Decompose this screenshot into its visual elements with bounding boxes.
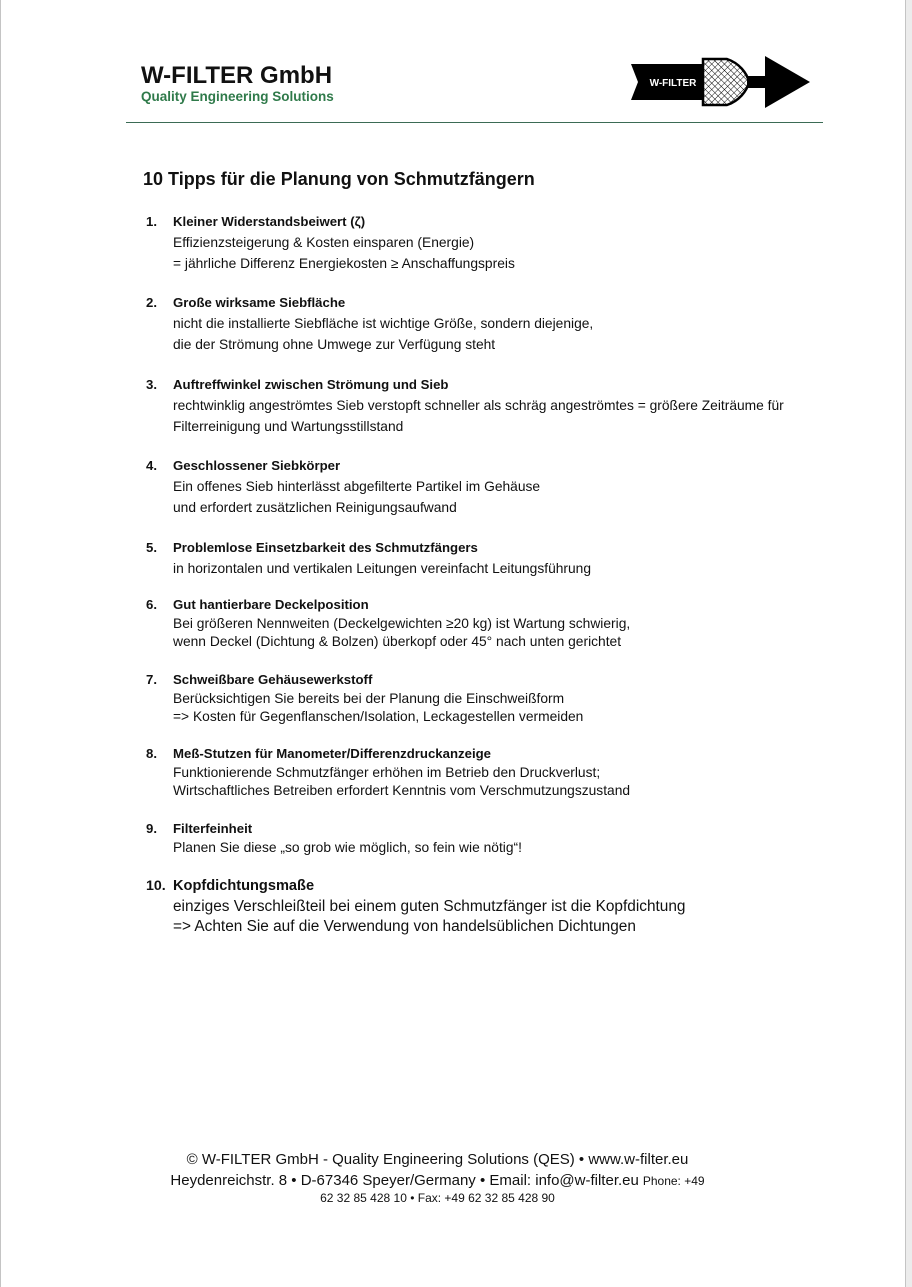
- tip-heading: Problemlose Einsetzbarkeit des Schmutzfängers: [173, 540, 478, 555]
- tip-body: [173, 537, 591, 579]
- header-divider: [126, 122, 823, 123]
- tip-text-line: wenn Deckel (Dichtung & Bolzen) überkopf oder 45° nach unten gerichtet: [173, 634, 622, 649]
- tip-text-line: Wirtschaftliches Betreiben erfordert Kenntnis vom Verschmutzungszustand: [173, 783, 631, 798]
- footer-copyright-text: © W-FILTER GmbH - Quality Engineering Solutions (QES) •: [186, 1151, 589, 1168]
- tip-heading: Meß-Stutzen für Manometer/Differenzdruckanzeige: [173, 746, 492, 761]
- tip-body: [173, 374, 784, 437]
- tip-number: 8.: [146, 746, 157, 761]
- footer-address-text: Heydenreichstr. 8 • D-67346 Speyer/Germany • Email:: [170, 1172, 536, 1189]
- footer-email-link[interactable]: info@w-filter.eu: [535, 1172, 639, 1189]
- tip-text-line: einziges Verschleißteil bei einem guten Schmutzfänger ist die Kopfdichtung: [173, 897, 686, 915]
- tip-text-line: => Achten Sie auf die Verwendung von handelsüblichen Dichtungen: [173, 918, 636, 935]
- tip-text-line: Planen Sie diese „so grob wie möglich, so fein wie nötig“!: [173, 839, 522, 855]
- tip-heading: Auftreffwinkel zwischen Strömung und Sieb: [173, 377, 449, 392]
- tip-body: [173, 292, 593, 355]
- tip-heading: Filterfeinheit: [173, 821, 253, 836]
- tip-heading: Kopfdichtungsmaße: [173, 878, 315, 894]
- footer-phone-label: Phone: +49: [642, 1174, 705, 1188]
- tip-heading: Große wirksame Siebfläche: [173, 295, 346, 310]
- tip-body: [173, 876, 685, 938]
- tip-text-line: nicht die installierte Siebfläche ist wichtige Größe, sondern diejenige,: [173, 316, 594, 331]
- tip-body: [173, 820, 522, 857]
- tip-number: 1.: [146, 214, 157, 229]
- tip-heading: Schweißbare Gehäusewerkstoff: [173, 672, 373, 687]
- tip-text-line: Berücksichtigen Sie bereits bei der Planung die Einschweißform: [173, 690, 565, 706]
- tip-number: 6.: [146, 597, 157, 612]
- company-tagline: Quality Engineering Solutions: [141, 89, 334, 104]
- tip-body: [173, 745, 630, 801]
- tip-body: [173, 211, 515, 274]
- logo-arrowhead-icon: [765, 56, 810, 108]
- tip-text-line: => Kosten für Gegenflanschen/Isolation, Leckagestellen vermeiden: [173, 709, 584, 724]
- footer-address-line: [137, 1171, 738, 1191]
- tip-body: [173, 671, 583, 727]
- tip-number: 10.: [146, 878, 166, 894]
- footer-phone-fax-line: 62 32 85 428 10 • Fax: +49 62 32 85 428 90: [320, 1191, 555, 1205]
- tip-number: 7.: [146, 672, 157, 687]
- tip-text-line: Effizienzsteigerung & Kosten einsparen (Energie): [173, 235, 475, 250]
- tip-number: 3.: [146, 377, 157, 392]
- logo-mesh-icon: [703, 59, 749, 105]
- company-name: W-FILTER GmbH: [141, 62, 333, 89]
- tip-text-line: Bei größeren Nennweiten (Deckelgewichten ≥20 kg) ist Wartung schwierig,: [173, 615, 631, 631]
- tip-heading: Gut hantierbare Deckelposition: [173, 597, 369, 612]
- tip-number: 5.: [146, 540, 157, 555]
- page-title: 10 Tipps für die Planung von Schmutzfängern: [143, 169, 535, 189]
- tip-number: 4.: [146, 458, 157, 473]
- tip-text-line: = jährliche Differenz Energiekosten ≥ Anschaffungspreis: [173, 256, 515, 271]
- tip-text-line: Ein offenes Sieb hinterlässt abgefilterte Partikel im Gehäuse: [173, 479, 541, 494]
- tip-text-line: und erfordert zusätzlichen Reinigungsaufwand: [173, 500, 457, 515]
- tip-text-line: die der Strömung ohne Umwege zur Verfügung steht: [173, 337, 496, 352]
- tip-heading: Kleiner Widerstandsbeiwert (ζ): [173, 214, 366, 229]
- tip-body: [173, 596, 630, 652]
- tip-heading: Geschlossener Siebkörper: [173, 458, 341, 473]
- tip-number: 9.: [146, 821, 157, 836]
- tip-body: [173, 455, 540, 518]
- logo-text: W-FILTER: [649, 78, 697, 89]
- footer-copyright-line: [137, 1150, 738, 1170]
- footer-website-link[interactable]: www.w-filter.eu: [588, 1151, 689, 1168]
- tip-text-line: Funktionierende Schmutzfänger erhöhen im Betrieb den Druckverlust;: [173, 764, 601, 780]
- tip-text-line: Filterreinigung und Wartungsstillstand: [173, 419, 404, 434]
- tip-text-line: in horizontalen und vertikalen Leitungen vereinfacht Leitungsführung: [173, 561, 592, 576]
- tip-text-line: rechtwinklig angeströmtes Sieb verstopft schneller als schräg angeströmtes = größere Zeiträume für: [173, 398, 784, 413]
- tip-number: 2.: [146, 295, 157, 310]
- w-filter-logo: [629, 51, 811, 109]
